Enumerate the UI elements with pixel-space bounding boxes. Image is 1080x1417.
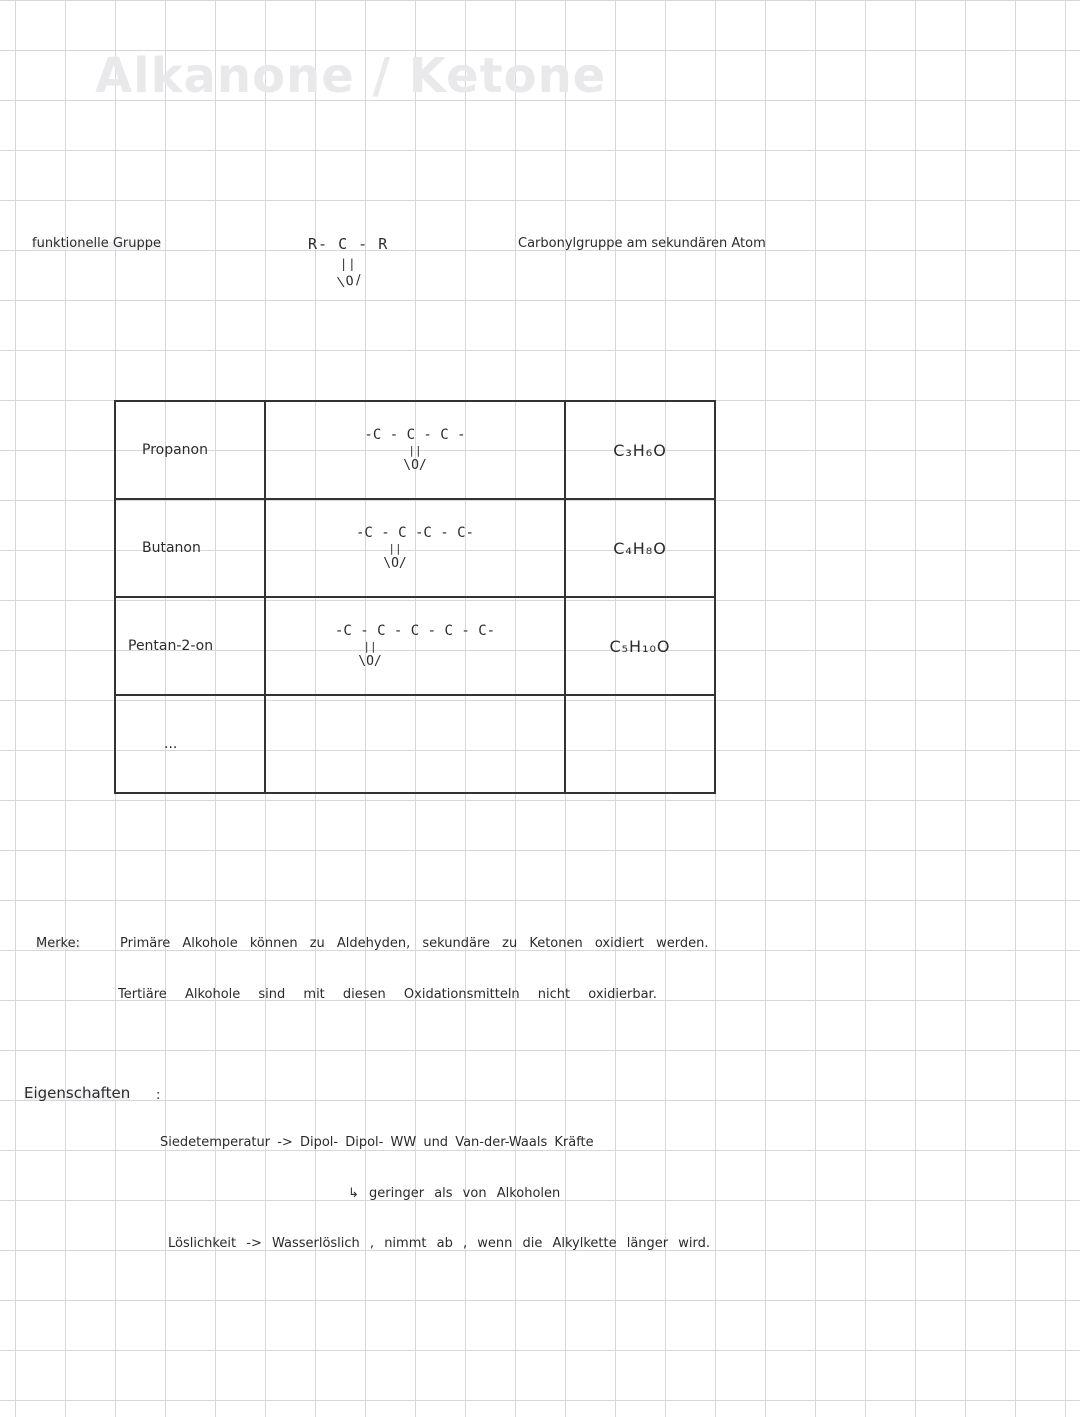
merke-label: Merke: (36, 936, 81, 951)
functional-group-label: funktionelle Gruppe (32, 236, 161, 251)
compound-name: Propanon (142, 442, 208, 458)
table-row (115, 499, 715, 597)
properties-label: Eigenschaften (24, 1084, 131, 1102)
table-row (115, 695, 715, 793)
compound-name: ... (164, 736, 178, 752)
table-row (115, 597, 715, 695)
carbonyl-oxygen: \O/ (336, 272, 365, 291)
carbon-chain: -C - C -C - C- (355, 524, 474, 541)
carbonyl-double-bond: || (340, 257, 357, 271)
structural-formula: -C - C - C - || \O/ (266, 428, 564, 473)
oxygen: \O/ (358, 653, 382, 669)
molecular-formula: C₃H₆O (613, 440, 667, 460)
structural-formula: -C - C - C - C - C- || \O/ (266, 624, 564, 669)
boiling-point-comparison: ↳ geringer als von Alkoholen (348, 1186, 561, 1201)
oxygen: \O/ (383, 555, 407, 571)
compound-name: Pentan-2-on (128, 638, 214, 654)
ketone-table (114, 400, 716, 794)
solubility-text: Löslichkeit -> Wasserlöslich , nimmt ab , wenn die Alkylkette länger wird. (168, 1236, 711, 1251)
properties-colon: : (156, 1088, 161, 1103)
molecular-formula: C₄H₈O (613, 538, 667, 558)
boiling-point-text: Siedetemperatur -> Dipol- Dipol- WW und Van-der-Waals Kräfte (160, 1135, 594, 1150)
merke-line-2: Tertiäre Alkohole sind mit diesen Oxidationsmitteln nicht oxidierbar. (118, 987, 657, 1002)
functional-group-formula: R- C - R (308, 235, 389, 253)
molecular-formula: C₅H₁₀O (609, 636, 671, 656)
carbon-chain: -C - C - C - (364, 426, 466, 443)
page-title: Alkanone / Ketone (95, 48, 607, 104)
compound-name: Butanon (142, 540, 201, 556)
table-row (115, 401, 715, 499)
structural-formula: -C - C -C - C- || \O/ (266, 526, 564, 571)
oxygen: \O/ (403, 457, 427, 473)
functional-group-description: Carbonylgruppe am sekundären Atom (518, 236, 766, 251)
carbon-chain: -C - C - C - C - C- (334, 622, 496, 639)
merke-line-1: Primäre Alkohole können zu Aldehyden, sekundäre zu Ketonen oxidiert werden. (120, 936, 709, 951)
